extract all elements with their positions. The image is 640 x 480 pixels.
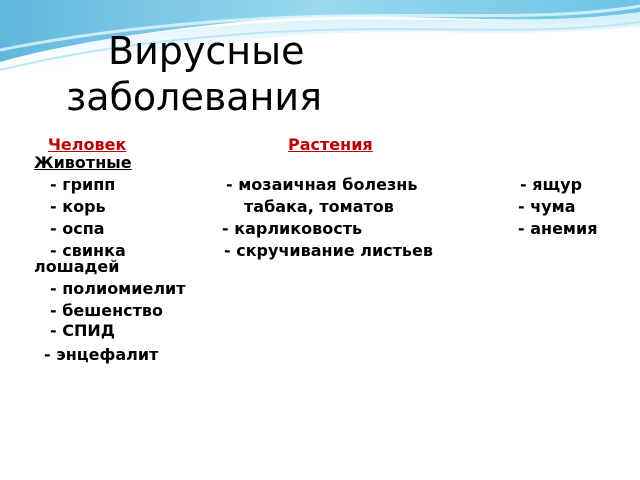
plant-disease-mosaic: - мозаичная болезнь <box>226 175 418 194</box>
animal-disease-plague: - чума <box>518 197 576 216</box>
human-disease-measles: - корь <box>50 197 106 216</box>
header-plants: Растения <box>288 135 373 154</box>
animal-disease-fmd: - ящур <box>520 175 583 194</box>
human-disease-flu: - грипп <box>50 175 116 194</box>
plant-disease-leaf-curl: - скручивание листьев <box>224 241 434 260</box>
human-disease-polio: - полиомиелит <box>50 279 186 298</box>
human-disease-mumps: - свинка <box>50 241 126 260</box>
animal-disease-anemia-horses: лошадей <box>34 257 120 276</box>
animal-disease-anemia: - анемия <box>518 219 598 238</box>
header-humans: Человек <box>48 135 127 154</box>
header-animals: Животные <box>34 153 132 172</box>
human-disease-encephalitis: - энцефалит <box>44 345 159 364</box>
human-disease-rabies: - бешенство <box>50 301 164 320</box>
human-disease-aids: - СПИД <box>50 321 115 340</box>
title-line-1: Вирусные <box>108 29 305 73</box>
plant-disease-dwarfism: - карликовость <box>222 219 363 238</box>
title-line-2: заболевания <box>66 75 322 119</box>
human-disease-smallpox: - оспа <box>50 219 105 238</box>
plant-disease-mosaic-hosts: табака, томатов <box>244 197 394 216</box>
